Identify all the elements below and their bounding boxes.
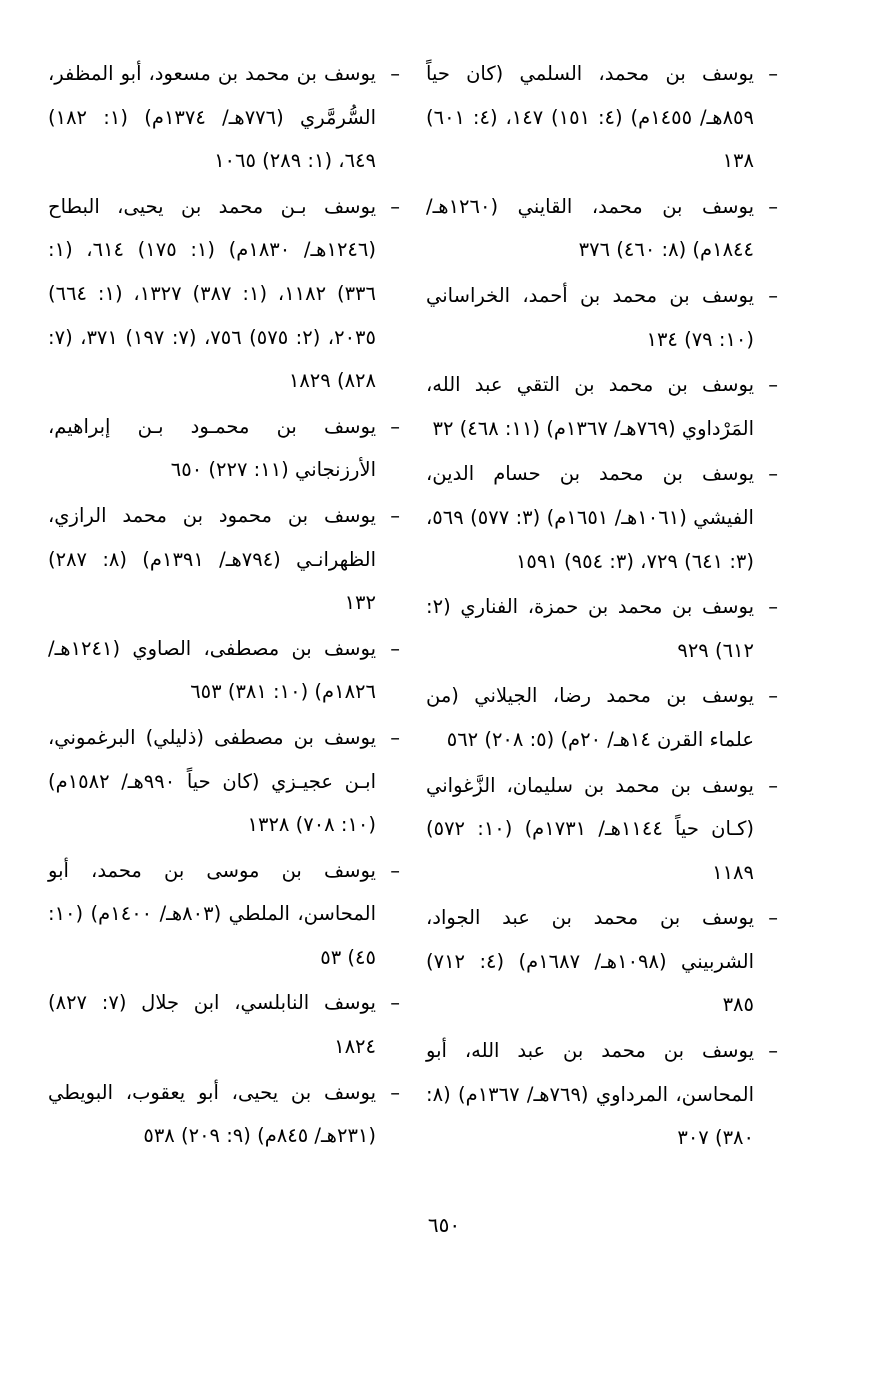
entry-dash: – (768, 62, 778, 85)
entry-text: يوسف بن محمد بن حمزة، الفناري (٢: ٦١٢) ٩٢٩ (426, 595, 754, 662)
index-entry (48, 405, 400, 492)
entry-text: يوسف بن يحيى، أبو يعقوب، البويطي (٢٣١هـ/ ٨٤٥م) (٩: ٢٠٩) ٥٣٨ (48, 1080, 376, 1148)
entry-text: يوسف بن مصطفى، الصاوي (١٢٤١هـ/ ١٨٢٦م) (١٠: ٣٨١) ٦٥٣ (48, 636, 376, 704)
entry-dash: – (390, 725, 400, 749)
entry-text: يوسف بن محمـود بـن إبراهيم، الأرزنجاني (١١: ٢٢٧) ٦٥٠ (48, 414, 376, 482)
entry-text: يوسف بـن محمد بن يحيى، البطاح (١٢٤٦هـ/ ١٨٣٠م) (١: ١٧٥) ٦١٤، (١: ٣٣٦) ١١٨٢، (١: ٣٨٧) ١٣٢٧، (١: ٦٦٤) ٢٠٣٥، (٢: ٥٧٥) ٧٥٦، (٧: ١٩٧) ٣٧١، (٧: ٨٢٨) ١٨٢٩ (48, 194, 376, 393)
entry-text: يوسف بن مصطفى (ذليلي) البرغموني، ابـن عجيـزي (كان حياً ٩٩٠هـ/ ١٥٨٢م) (١٠: ٧٠٨) ١٣٢٨ (48, 725, 377, 837)
entry-text: يوسف بن محمد بن عبد الجواد، الشربيني (١٠٩٨هـ/ ١٦٨٧م) (٤: ٧١٢) ٣٨٥ (426, 906, 754, 1017)
index-column-right (426, 52, 778, 1162)
index-entry (48, 849, 400, 980)
entry-dash: – (390, 414, 400, 438)
index-entry (426, 896, 778, 1027)
entry-text: يوسف بن محمد بن عبد الله، أبو المحاسن، المرداوي (٧٦٩هـ/ ١٣٦٧م) (٨: ٣٨٠) ٣٠٧ (426, 1039, 754, 1150)
entry-dash: – (768, 684, 778, 708)
entry-text: يوسف بن محمد بن حسام الدين، الفيشي (١٠٦١هـ/ ١٦٥١م) (٣: ٥٧٧) ٥٦٩، (٣: ٦٤١) ٧٢٩، (٣: ٩٥٤) ١٥٩١ (426, 462, 754, 573)
index-entry (48, 716, 400, 847)
entry-text: يوسف بن محمد بن سليمان، الزَّغواني (كـان حياً ١١٤٤هـ/ ١٧٣١م) (١٠: ٥٧٢) ١١٨٩ (426, 773, 754, 884)
entry-dash: – (768, 773, 778, 797)
index-entry (426, 452, 778, 583)
index-entry (48, 494, 400, 625)
entry-text: يوسف بن محمود بن محمد الرازي، الظهرانـي (٧٩٤هـ/ ١٣٩١م) (٨: ٢٨٧) ١٣٢ (48, 503, 376, 615)
index-entry (48, 1071, 400, 1158)
entry-dash: – (390, 194, 400, 218)
index-entry (426, 764, 778, 895)
index-entry (48, 185, 400, 403)
index-entry (426, 52, 778, 183)
entry-dash: – (768, 462, 778, 486)
entry-dash: – (390, 858, 400, 882)
index-entry (426, 185, 778, 272)
index-entry (426, 585, 778, 672)
entry-text: يوسف بن محمد بن التقي عبد الله، المَرْداوي (٧٦٩هـ/ ١٣٦٧م) (١١: ٤٦٨) ٣٢ (426, 373, 754, 440)
entry-dash: – (768, 373, 778, 397)
entry-dash: – (768, 194, 778, 218)
entry-dash: – (768, 906, 778, 930)
entry-text: يوسف بن محمد بن أحمد، الخراساني (١٠: ٧٩) ١٣٤ (426, 283, 754, 351)
entry-text: يوسف بن موسى بن محمد، أبو المحاسن، الملطي (٨٠٣هـ/ ١٤٠٠م) (١٠: ٤٥) ٥٣ (48, 858, 377, 969)
entry-dash: – (390, 991, 400, 1015)
entry-text: يوسف بن محمد، القايني (١٢٦٠هـ/ ١٨٤٤م) (٨: ٤٦٠) ٣٧٦ (426, 194, 754, 262)
index-entry (426, 674, 778, 761)
page-number: ٦٥٠ (427, 1213, 461, 1237)
index-entry (426, 1029, 778, 1160)
entry-text: يوسف بن محمد، السلمي (كان حياً ٨٥٩هـ/ ١٤٥٥م) (٤: ١٥١) ١٤٧، (٤: ٦٠١) ١٣٨ (426, 62, 754, 173)
index-entry (48, 627, 400, 714)
entry-dash: – (390, 503, 400, 527)
entry-text: يوسف النابلسي، ابن جلال (٧: ٨٢٧) ١٨٢٤ (48, 991, 376, 1059)
entry-dash: – (768, 283, 778, 307)
index-entry (48, 981, 400, 1068)
index-entry (426, 363, 778, 450)
entry-text: يوسف بن محمد بن مسعود، أبو المظفر، السُّرمَّري (٧٧٦هـ/ ١٣٧٤م) (١: ١٨٢) ٦٤٩، (١: ٢٨٩) ١٠٦٥ (48, 62, 376, 173)
entry-dash: – (768, 1039, 778, 1063)
index-entry (426, 274, 778, 361)
index-column-left (48, 52, 400, 1160)
entry-text: يوسف بن محمد رضا، الجيلاني (من علماء القرن ١٤هـ/ ٢٠م) (٥: ٢٠٨) ٥٦٢ (426, 684, 754, 751)
entry-dash: – (390, 636, 400, 660)
entry-dash: – (390, 1080, 400, 1104)
entry-dash: – (390, 62, 400, 85)
entry-dash: – (768, 595, 778, 619)
index-entry (48, 52, 400, 183)
